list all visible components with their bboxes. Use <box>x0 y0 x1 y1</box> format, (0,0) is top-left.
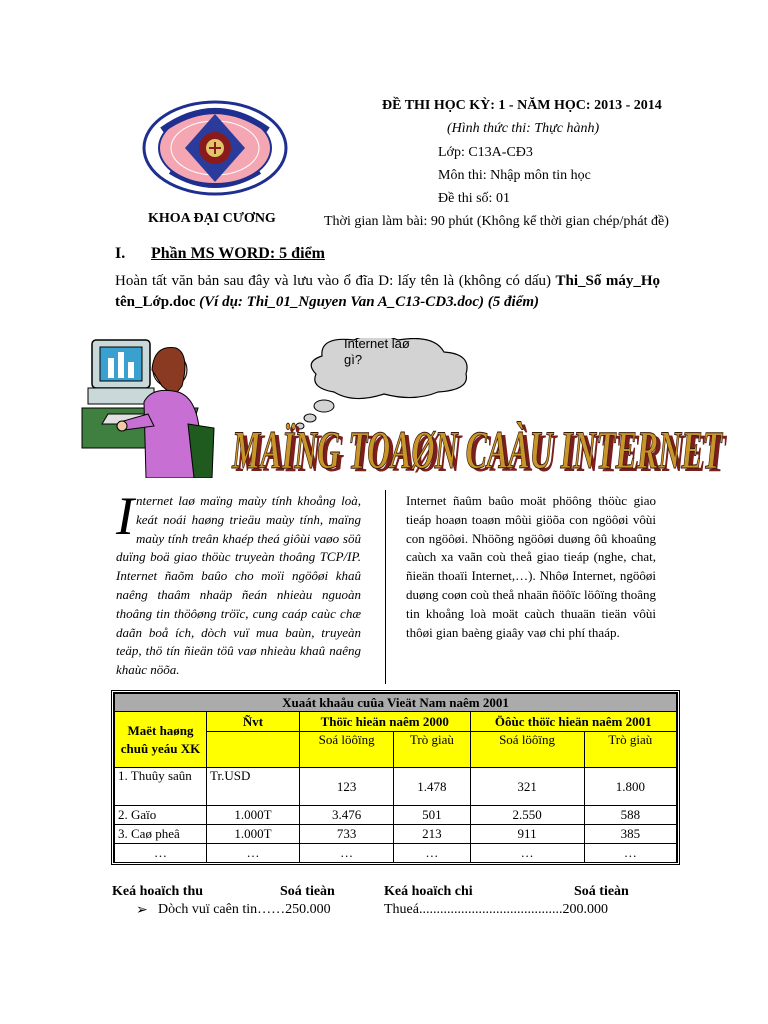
cell-v2001: … <box>584 844 676 863</box>
export-table-grid <box>114 693 677 863</box>
table-row <box>115 825 677 844</box>
cell-unit: 1.000T <box>207 825 300 844</box>
cell-unit: Tr.USD <box>207 768 300 806</box>
section-title: Phần MS WORD: 5 điểm <box>151 245 325 262</box>
cell-v2001: 588 <box>584 806 676 825</box>
exam-duration: Thời gian làm bài: 90 phút (Không kể thời gian chép/phát đề) <box>324 214 669 229</box>
budget-section <box>112 884 652 924</box>
bullet-icon: ➢ <box>136 903 148 918</box>
expense-item: Thueá.........................................200.000 <box>384 902 608 917</box>
table-row <box>115 806 677 825</box>
header-qty-2001: Soá löôïng <box>470 732 584 768</box>
income-item: Dòch vuï caên tin……250.000 <box>158 902 331 917</box>
cell-q2001: 2.550 <box>470 806 584 825</box>
cell-v2001: 1.800 <box>584 768 676 806</box>
drop-cap: I <box>116 486 134 546</box>
cell-q2000: … <box>300 844 394 863</box>
school-logo <box>142 100 288 196</box>
cell-q2001: 911 <box>470 825 584 844</box>
thought-bubble-text: Internet laø gì? <box>344 336 410 367</box>
exam-title: ĐỀ THI HỌC KỲ: 1 - NĂM HỌC: 2013 - 2014 <box>382 98 662 113</box>
cell-v2000: … <box>394 844 470 863</box>
article-left-column <box>116 486 361 680</box>
income-header: Keá hoaïch thu <box>112 884 204 899</box>
cell-q2001: … <box>470 844 584 863</box>
department-name: KHOA ĐẠI CƯƠNG <box>148 211 276 226</box>
header-qty-2000: Soá löôïng <box>300 732 394 768</box>
cell-v2000: 1.478 <box>394 768 470 806</box>
instruction-text: Hoàn tất văn bản sau đây và lưu vào ổ đĩa D: lấy tên là (không có dấu) <box>115 273 556 289</box>
header-2000: Thöïc hieän naêm 2000 <box>300 712 471 732</box>
header-unit: Ñvt <box>207 712 300 732</box>
income-amount-header: Soá tieàn <box>280 884 335 899</box>
article-right-column: Internet ñaûm baûo moät phöông thöùc giao tieáp hoaøn toaøn môùi giöõa con ngöôøi vôùi con ngöôøi. Nhöõng ngöôøi duøng ôû khoaûng caùch xa vaãn coù theå giao tieáp (nghe, chat, ñieän thoaïi Internet,…). Nhôø Internet, ngöôøi duøng coøn coù theå nhaän ñöôïc löôïng thoâng tin khoång loà moät caùch thuaän tieän vôùi thôøi gian baèng giaây vaø chi phí thaáp. <box>406 493 656 640</box>
cell-item: … <box>115 844 207 863</box>
cell-unit: … <box>207 844 300 863</box>
instruction-filename: Thi_Số máy_Họ tên_Lớp.doc <box>115 273 660 310</box>
exam-class: Lớp: C13A-CĐ3 <box>438 145 533 160</box>
header-unit-blank <box>207 732 300 768</box>
cell-v2000: 213 <box>394 825 470 844</box>
cell-v2000: 501 <box>394 806 470 825</box>
cell-q2000: 3.476 <box>300 806 394 825</box>
expense-amount-header: Soá tieàn <box>574 884 629 899</box>
exam-form: (Hình thức thi: Thực hành) <box>447 121 600 136</box>
header-2001: Öôùc thöïc hieän naêm 2001 <box>470 712 677 732</box>
cell-item: 3. Caø pheâ <box>115 825 207 844</box>
header-val-2000: Trò giaù <box>394 732 470 768</box>
section-heading <box>115 245 325 263</box>
wordart-text: MAÏNG TOAØN CAÀU INTERNET <box>231 420 724 478</box>
cell-q2001: 321 <box>470 768 584 806</box>
column-divider <box>385 490 386 684</box>
article-left-text: nternet laø maïng maùy tính khoång loà, keát noái haøng trieäu maùy tính, maïng maùy tính treân khaép theá giôùi vaøo söû duïng boä giao thöùc truyeàn thoâng TCP/IP. Internet ñaõm baûo cho moïi ngöôøi khaû naêng thaâm nhaäp ñeán nhieàu nguoàn thoâng tin thöôøng tröïc, cung caáp caùc chæ daãn boå ích, dòch vuï mua baùn, truyeàn teäp, thö tín ñieän töû vaø nhieàu khaû naêng khaùc nöõa. <box>116 493 361 678</box>
header-item: Maët haøng chuû yeáu XK <box>115 712 207 768</box>
table-row <box>115 844 677 863</box>
expense-header: Keá hoaïch chi <box>384 884 473 899</box>
table-title: Xuaát khaåu cuûa Vieät Nam naêm 2001 <box>115 694 677 712</box>
cell-v2001: 385 <box>584 825 676 844</box>
cell-q2000: 733 <box>300 825 394 844</box>
instruction-paragraph <box>115 271 660 313</box>
instruction-example: (Ví dụ: Thi_01_Nguyen Van A_C13-CD3.doc) (5 điểm) <box>199 294 540 310</box>
wordart-title <box>231 420 727 478</box>
cell-item: 1. Thuûy saûn <box>115 768 207 806</box>
section-number: I. <box>115 245 126 262</box>
cell-unit: 1.000T <box>207 806 300 825</box>
table-header-row <box>115 712 677 732</box>
computer-user-clipart <box>82 340 214 478</box>
header-val-2001: Trò giaù <box>584 732 676 768</box>
table-title-row <box>115 694 677 712</box>
cell-item: 2. Gaïo <box>115 806 207 825</box>
exam-number: Đề thi số: 01 <box>438 191 510 206</box>
table-row <box>115 768 677 806</box>
export-table <box>111 690 680 865</box>
wordart-shadow: MAÏNG TOAØN CAÀU INTERNET <box>235 423 728 478</box>
exam-subject: Môn thi: Nhập môn tin học <box>438 168 591 183</box>
cell-q2000: 123 <box>300 768 394 806</box>
